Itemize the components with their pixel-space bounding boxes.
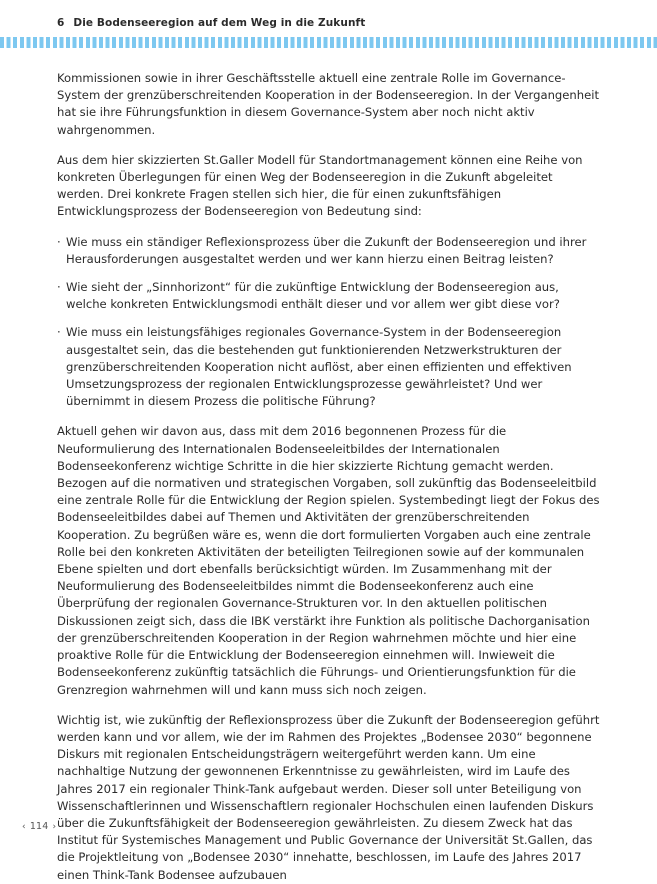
paragraph-1: Kommissionen sowie in ihrer Geschäftsstelle aktuell eine zentrale Rolle im Governance-System der grenzüberschreitenden Kooperation in der Bodenseeregion. In der Vergangenheit hat sie ihre Führungsfunktion in diesem Governance-System aber noch nicht aktiv wahrgenommen. bbox=[57, 71, 600, 137]
list-item bbox=[57, 279, 600, 313]
bullet-marker-icon: · bbox=[57, 234, 61, 249]
next-page-icon[interactable]: › bbox=[52, 821, 57, 832]
paragraph-2: Aus dem hier skizzierten St.Galler Modell für Standortmanagement können eine Reihe von konkreten Überlegungen für einen Weg der Bodenseeregion in die Zukunft abgeleitet werden. Drei konkrete Fragen stellen sich hier, die für einen zukunftsfähigen Entwicklungsprozess der Bodenseeregion von Bedeutung sind: bbox=[57, 152, 583, 219]
list-item-text: Wie muss ein leistungsfähiges regionales Governance-System in der Bodenseeregion ausgestaltet sein, das die bestehenden gut funktionierenden Netzwerkstrukturen der grenzüberschreitenden Kooperation nicht auflöst, aber einen effizienten und effektiven Umsetzungsprozess der regionalen Entwicklungsprozesse gewährleistet? Und wer übernimmt in diesem Prozess die politische Führung? bbox=[66, 325, 572, 409]
list-item bbox=[57, 324, 600, 410]
body-content bbox=[57, 70, 600, 884]
pagination-footer bbox=[22, 821, 56, 832]
chapter-title: Die Bodenseeregion auf dem Weg in die Zukunft bbox=[73, 17, 366, 29]
chapter-number: 6 bbox=[57, 17, 65, 29]
page-number: 114 bbox=[29, 821, 49, 832]
paragraph-4: Wichtig ist, wie zukünftig der Reflexionsprozess über die Zukunft der Bodenseeregion geführt werden kann und vor allem, wie der im Rahmen des Projektes „Bodensee 2030“ begonnene Diskurs mit regionalen Entscheidungsträgern weitergeführt werden kann. Um eine nachhaltige Nutzung der gewonnenen Erkenntnisse zu gewährleisten, wird im Laufe des Jahres 2017 ein regionaler Think-Tank aufgebaut werden. Dieser soll unter Beteiligung von Wissenschaftlerinnen und Wissenschaftlern regionaler Hochschulen einen laufenden Diskurs über die Zukunftsfähigkeit der Bodenseeregion gewährleisten. Zu diesem Zweck hat das Institut für Systemisches Management und Public Governance der Universität St.Gallen, das die Projektleitung von „Bodensee 2030“ innehatte, beschlossen, im Laufe des Jahres 2017 einen Think-Tank Bodensee aufzubauen bbox=[57, 712, 600, 882]
running-header bbox=[57, 17, 617, 33]
paragraph-3: Aktuell gehen wir davon aus, dass mit dem 2016 begonnenen Prozess für die Neuformulierung des Internationalen Bodenseeleitbildes der Internationalen Bodenseekonferenz wichtige Schritte in die hier skizzierte Richtung gemacht werden. Bezogen auf die normativen und strategischen Vorgaben, soll zukünftig das Bodenseeleitbild eine zentrale Rolle für die Entwicklung der Region spielen. Systembedingt liegt der Fokus des Bodenseeleitbildes dabei auf Themen und Aktivitäten der grenzüberschreitenden Kooperation. Zu begrüßen wäre es, wenn die dort formulierten Vorgaben auch eine zentrale Rolle bei den konkreten Aktivitäten der beteiligten Teilregionen sowie auf der kommunalen Ebene spielten und dort ebenfalls berücksichtigt würden. Im Zusammenhang mit der Neuformulierung des Bodenseeleitbildes nimmt die Bodenseekonferenz auch eine Überprüfung der regionalen Governance-Strukturen vor. In den aktuellen politischen Diskussionen zeigt sich, dass die IBK verstärkt ihre Funktion als politische Dachorganisation der grenzüberschreitenden Kooperation in der Region wahrnehmen möchte und hier eine proaktive Rolle für die Entwicklung der Bodenseeregion einnehmen will. Inwieweit die Bodenseekonferenz zukünftig tatsächlich die Führungs- und Orientierungsfunktion für die Grenzregion wahrnehmen will und kann muss sich noch zeigen. bbox=[57, 424, 600, 697]
list-item-text: Wie muss ein ständiger Reflexionsprozess über die Zukunft der Bodenseeregion und ihrer Herausforderungen ausgestaltet werden und wer kann hierzu einen Beitrag leisten? bbox=[66, 234, 587, 266]
previous-page-icon[interactable]: ‹ bbox=[22, 821, 26, 832]
bullet-marker-icon: · bbox=[57, 325, 61, 340]
list-item-text: Wie sieht der „Sinnhorizont“ für die zukünftige Entwicklung der Bodenseeregion aus, welche konkreten Entwicklungsmodi enthält dieser und vor allem wer gibt diese vor? bbox=[66, 280, 560, 312]
list-item bbox=[57, 234, 600, 268]
question-list bbox=[57, 234, 600, 411]
bullet-marker-icon: · bbox=[57, 280, 61, 295]
decorative-dashed-rule bbox=[0, 37, 657, 48]
